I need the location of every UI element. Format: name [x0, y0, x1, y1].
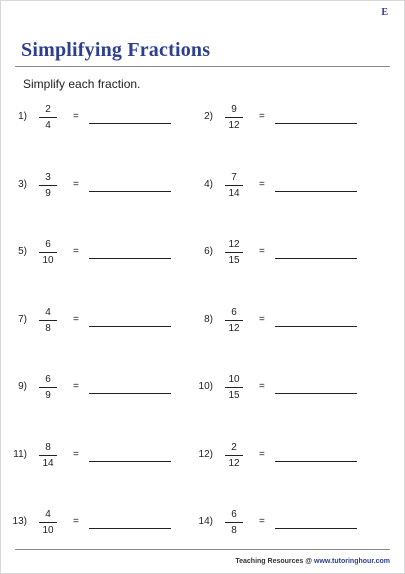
fraction-bar	[39, 387, 57, 388]
problem-number: 13)	[12, 516, 27, 527]
fraction-denominator: 10	[42, 255, 54, 266]
fraction-bar	[39, 185, 57, 186]
answer-blank[interactable]	[89, 528, 171, 529]
problem-item	[1, 508, 181, 538]
equals-sign: =	[259, 246, 265, 257]
fraction	[37, 306, 59, 335]
fraction-denominator: 9	[45, 187, 51, 199]
equals-sign: =	[73, 313, 79, 325]
problem-item	[1, 171, 181, 201]
footer-prefix: Teaching Resources @	[235, 558, 315, 565]
problem-number: 9)	[18, 381, 27, 392]
fraction-denominator: 14	[42, 457, 54, 469]
answer-blank[interactable]	[275, 326, 357, 327]
title-divider	[15, 66, 390, 67]
fraction-denominator: 15	[228, 255, 240, 266]
fraction	[223, 238, 245, 267]
fraction-bar	[225, 185, 243, 186]
answer-blank[interactable]	[89, 393, 171, 394]
fraction-bar	[225, 320, 243, 321]
version-letter: E	[381, 7, 388, 18]
problem-item	[187, 103, 367, 133]
fraction-bar	[39, 522, 57, 523]
fraction	[37, 103, 59, 132]
fraction-bar	[39, 320, 57, 321]
equals-sign: =	[259, 516, 265, 527]
equals-sign: =	[259, 381, 265, 392]
problem-number: 10)	[198, 381, 213, 392]
fraction-denominator: 8	[45, 322, 51, 334]
fraction-denominator: 10	[42, 525, 54, 536]
problem-item	[1, 306, 181, 336]
fraction-numerator: 3	[45, 171, 51, 183]
fraction-bar	[39, 455, 57, 456]
fraction-denominator: 9	[45, 390, 51, 401]
problem-item	[187, 373, 367, 403]
equals-sign: =	[259, 111, 265, 122]
problem-item	[1, 441, 181, 471]
equals-sign: =	[73, 516, 79, 527]
problem-number: 14)	[198, 516, 213, 527]
fraction-numerator: 9	[231, 104, 237, 115]
fraction-denominator: 15	[228, 390, 240, 401]
problem-number: 2)	[204, 111, 213, 122]
fraction	[223, 306, 245, 335]
fraction-bar	[225, 252, 243, 253]
problem-item	[1, 103, 181, 133]
problem-number: 8)	[204, 313, 213, 325]
fraction-numerator: 7	[231, 171, 237, 183]
equals-sign: =	[73, 246, 79, 257]
footer-site-link[interactable]: www.tutoringhour.com	[314, 558, 390, 565]
equals-sign: =	[73, 178, 79, 190]
fraction	[37, 171, 59, 200]
equals-sign: =	[259, 178, 265, 190]
problem-item	[187, 441, 367, 471]
equals-sign: =	[73, 448, 79, 460]
fraction	[223, 441, 245, 470]
fraction-numerator: 4	[45, 509, 51, 520]
fraction-denominator: 14	[228, 187, 240, 199]
fraction	[223, 103, 245, 132]
problem-item	[187, 238, 367, 268]
fraction-numerator: 6	[45, 239, 51, 250]
fraction-denominator: 4	[45, 120, 51, 131]
equals-sign: =	[73, 111, 79, 122]
problem-number: 1)	[18, 111, 27, 122]
fraction	[37, 238, 59, 267]
answer-blank[interactable]	[89, 191, 171, 192]
problem-number: 5)	[18, 246, 27, 257]
fraction	[223, 508, 245, 537]
fraction-bar	[225, 522, 243, 523]
answer-blank[interactable]	[275, 461, 357, 462]
answer-blank[interactable]	[89, 461, 171, 462]
fraction-denominator: 8	[231, 525, 237, 536]
fraction	[37, 441, 59, 470]
fraction-denominator: 12	[228, 322, 240, 334]
problem-number: 11)	[13, 448, 27, 460]
answer-blank[interactable]	[89, 123, 171, 124]
problem-item	[187, 306, 367, 336]
problem-item	[1, 373, 181, 403]
fraction-bar	[39, 252, 57, 253]
fraction-numerator: 4	[45, 306, 51, 318]
answer-blank[interactable]	[89, 258, 171, 259]
answer-blank[interactable]	[275, 528, 357, 529]
problem-number: 3)	[18, 178, 27, 190]
fraction-bar	[225, 455, 243, 456]
problem-number: 7)	[18, 313, 27, 325]
problem-number: 12)	[198, 448, 213, 460]
fraction-numerator: 8	[45, 441, 51, 453]
instructions-text: Simplify each fraction.	[23, 77, 141, 91]
answer-blank[interactable]	[275, 393, 357, 394]
answer-blank[interactable]	[275, 258, 357, 259]
fraction-denominator: 12	[228, 457, 240, 469]
fraction	[37, 373, 59, 402]
answer-blank[interactable]	[275, 191, 357, 192]
footer-divider	[15, 549, 390, 550]
fraction-numerator: 12	[228, 239, 240, 250]
fraction	[223, 171, 245, 200]
answer-blank[interactable]	[275, 123, 357, 124]
problem-number: 6)	[204, 246, 213, 257]
fraction-numerator: 6	[45, 374, 51, 385]
problem-item	[1, 238, 181, 268]
answer-blank[interactable]	[89, 326, 171, 327]
equals-sign: =	[259, 313, 265, 325]
fraction-bar	[225, 117, 243, 118]
equals-sign: =	[259, 448, 265, 460]
fraction-bar	[225, 387, 243, 388]
equals-sign: =	[73, 381, 79, 392]
fraction-numerator: 6	[231, 509, 237, 520]
fraction-denominator: 12	[228, 120, 240, 131]
fraction-bar	[39, 117, 57, 118]
fraction	[223, 373, 245, 402]
fraction-numerator: 6	[231, 306, 237, 318]
page-title: Simplifying Fractions	[21, 39, 211, 61]
fraction-numerator: 2	[231, 441, 237, 453]
problem-item	[187, 171, 367, 201]
footer-credit	[235, 558, 390, 565]
fraction	[37, 508, 59, 537]
problem-number: 4)	[204, 178, 213, 190]
fraction-numerator: 10	[228, 374, 240, 385]
fraction-numerator: 2	[45, 104, 51, 115]
problem-item	[187, 508, 367, 538]
